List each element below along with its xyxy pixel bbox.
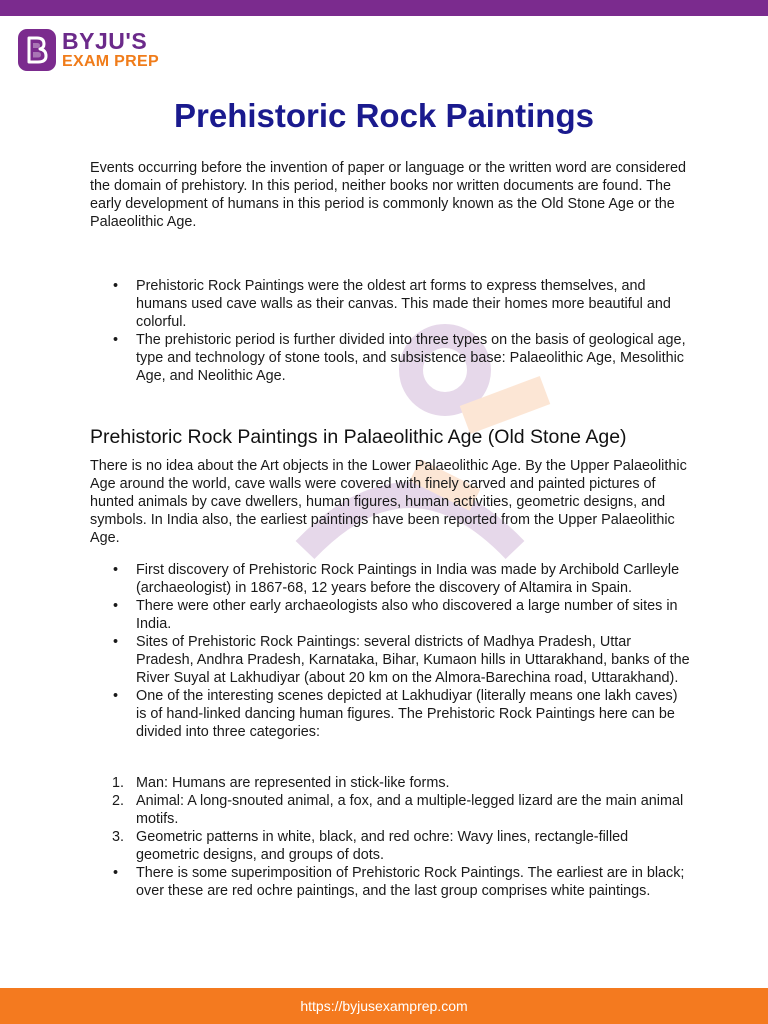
list-item [90, 597, 690, 633]
footer-bar [0, 988, 768, 1024]
list-item [90, 633, 690, 687]
section-paragraph: There is no idea about the Art objects in the Lower Palaeolithic Age. By the Upper Palaeolithic Age around the world, cave walls were covered with finely carved and painted pictures of hunted animals by cave dwellers, human figures, human activities, geometric designs, and symbols. In India also, the earliest paintings have been reported from the Upper Palaeolithic Age. [90, 458, 687, 546]
bullet-icon: • [113, 688, 119, 704]
list-item-text: Geometric patterns in white, black, and red ochre: Wavy lines, rectangle-filled geometric designs, and groups of dots. [136, 829, 629, 863]
list-item [90, 864, 690, 900]
list-number: 2. [112, 793, 125, 809]
list-item-text: The prehistoric period is further divided into three types on the basis of geological age, type and technology of stone tools, and subsistence base: Palaeolithic Age, Mesolithic Age, and Neolithic Age. [136, 332, 686, 384]
list-item-text: Sites of Prehistoric Rock Paintings: several districts of Madhya Pradesh, Uttar Pradesh, Andhra Pradesh, Karnataka, Bihar, Kumaon hills in Uttarakhand, banks of the River Suyal at Lakhudiyar (about 20 km on the Almora-Barechina road, Uttarakhand). [136, 634, 690, 686]
list-item [90, 792, 690, 828]
bullet-icon: • [113, 562, 119, 578]
list-item [90, 331, 690, 385]
bullet-list-discoveries [90, 561, 690, 741]
page-title: Prehistoric Rock Paintings [174, 97, 594, 134]
numbered-list-categories [90, 774, 690, 864]
list-item-text: First discovery of Prehistoric Rock Paintings in India was made by Archibold Carlleyle (archaeologist) in 1867-68, 12 years before the discovery of Altamira in Spain. [136, 562, 680, 596]
bullet-list-overview [90, 277, 690, 385]
list-number: 1. [112, 775, 125, 791]
section-heading: Prehistoric Rock Paintings in Palaeolithic Age (Old Stone Age) [90, 426, 627, 448]
list-item [90, 561, 690, 597]
top-bar [0, 0, 768, 16]
footer-url-link[interactable]: https://byjusexamprep.com [300, 998, 468, 1014]
bullet-icon: • [113, 332, 119, 348]
list-item [90, 828, 690, 864]
brand-name: BYJU'S [62, 28, 148, 54]
list-item-text: Prehistoric Rock Paintings were the oldest art forms to express themselves, and humans used cave walls as their canvas. This made their homes more beautiful and colorful. [136, 278, 671, 330]
list-item-text: Man: Humans are represented in stick-like forms. [136, 775, 450, 791]
brand-logo-icon [18, 29, 56, 71]
list-number: 3. [112, 829, 125, 845]
list-item-text: Animal: A long-snouted animal, a fox, and a multiple-legged lizard are the main animal motifs. [136, 793, 684, 827]
intro-paragraph: Events occurring before the invention of paper or language or the written word are considered the domain of prehistory. In this period, neither books nor written documents are found. The early development of humans in this period is commonly known as the Old Stone Age or the Palaeolithic Age. [90, 160, 686, 230]
bullet-list-superimposition [90, 864, 690, 900]
bullet-icon: • [113, 598, 119, 614]
list-item-text: There were other early archaeologists also who discovered a large number of sites in India. [136, 598, 678, 632]
bullet-icon: • [113, 634, 119, 650]
brand-subtitle: EXAM PREP [62, 53, 159, 70]
list-item [90, 277, 690, 331]
list-item-text: There is some superimposition of Prehistoric Rock Paintings. The earliest are in black; over these are red ochre paintings, and the last group comprises white paintings. [136, 865, 685, 899]
list-item-text: One of the interesting scenes depicted at Lakhudiyar (literally means one lakh caves) is of hand-linked dancing human figures. The Prehistoric Rock Paintings here can be divided into three categories: [136, 688, 678, 740]
brand-logo[interactable] [18, 29, 159, 71]
bullet-icon: • [113, 278, 119, 294]
list-item [90, 687, 690, 741]
bullet-icon: • [113, 865, 119, 881]
list-item [90, 774, 690, 792]
